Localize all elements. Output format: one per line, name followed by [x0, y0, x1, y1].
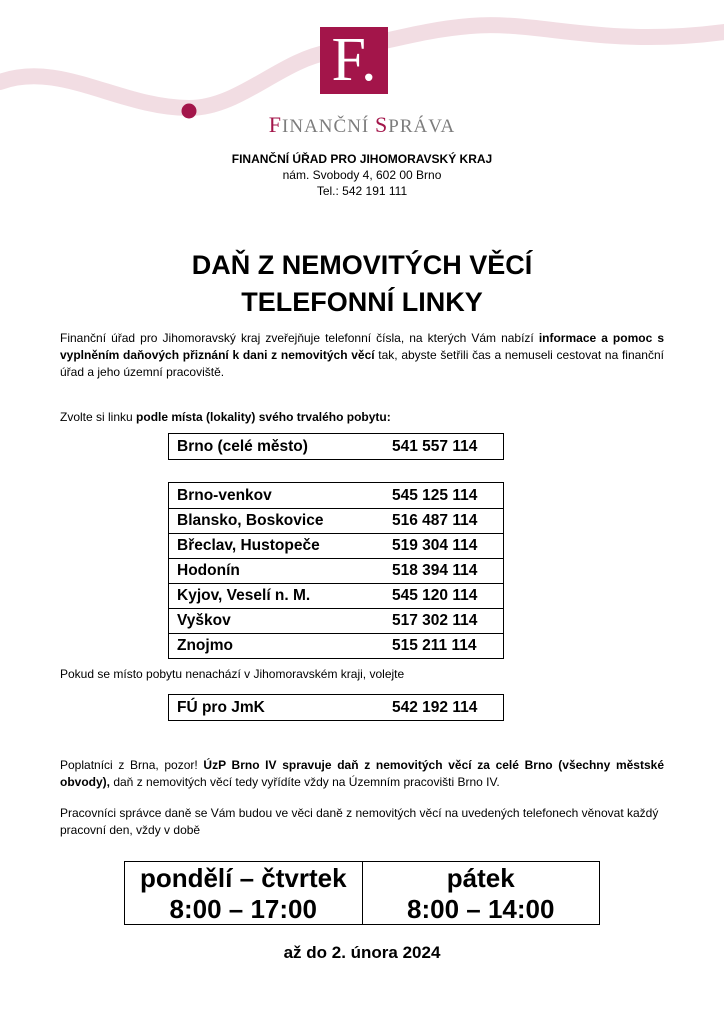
office-phone: Tel.: 542 191 111 — [316, 184, 408, 198]
location: Kyjov, Veselí n. M. — [177, 587, 311, 604]
location: Znojmo — [177, 637, 233, 654]
table-row — [169, 434, 503, 459]
location: Vyškov — [177, 612, 231, 629]
phone-number: 516 487 114 — [392, 512, 478, 529]
brand-name: FINANČNÍ SPRÁVA — [268, 112, 456, 137]
phone-number: 518 394 114 — [392, 562, 478, 579]
outside-region-note: Pokud se místo pobytu nenachází v Jihomoravském kraji, volejte — [60, 667, 405, 681]
table-row — [169, 608, 503, 633]
table-row — [169, 695, 503, 720]
table-row — [169, 483, 503, 508]
brno-note: Poplatníci z Brna, pozor! ÚzP Brno IV spravuje daň z nemovitých věcí za celé Brno (všechny městské obvody), daň z nemovitých věcí tedy vyřídíte vždy na Územním pracovišti Brno IV. — [60, 758, 664, 789]
table-row — [169, 558, 503, 583]
table-row — [169, 583, 503, 608]
table-row — [169, 508, 503, 533]
time-range: 8:00 – 17:00 — [169, 894, 317, 924]
fu-phone-table — [168, 694, 504, 721]
location: FÚ pro JmK — [177, 698, 265, 716]
location: Brno-venkov — [177, 486, 272, 504]
valid-until: až do 2. února 2024 — [283, 943, 441, 962]
workers-note: Pracovníci správce daně se Vám budou ve věci daně z nemovitých věcí na uvedených telefonech věnovat každý pracovní den, vždy v době — [60, 806, 659, 837]
days-label: pondělí – čtvrtek — [139, 863, 347, 893]
phone-number: 541 557 114 — [392, 437, 478, 455]
office-hours-table — [124, 861, 600, 925]
logo: F. — [320, 27, 388, 94]
location: Hodonín — [177, 562, 240, 579]
hours-mon-thu — [125, 862, 362, 924]
office-address: nám. Svobody 4, 602 00 Brno — [282, 168, 442, 182]
office-name: FINANČNÍ ÚŘAD PRO JIHOMORAVSKÝ KRAJ — [231, 152, 493, 166]
phone-number: 545 125 114 — [392, 486, 478, 504]
phone-number: 519 304 114 — [392, 537, 478, 554]
phone-number: 515 211 114 — [392, 637, 477, 654]
phone-number: 545 120 114 — [392, 587, 478, 604]
hours-fri — [362, 862, 600, 924]
location: Břeclav, Hustopeče — [177, 537, 320, 554]
table-row — [169, 633, 503, 658]
phone-number: 517 302 114 — [392, 612, 478, 629]
time-range: 8:00 – 14:00 — [407, 894, 555, 924]
brno-phone-table — [168, 433, 504, 460]
days-label: pátek — [446, 863, 515, 893]
location: Blansko, Boskovice — [177, 512, 324, 529]
page-title: DAŇ Z NEMOVITÝCH VĚCÍ TELEFONNÍ LINKY — [191, 250, 533, 317]
table-row — [169, 533, 503, 558]
location: Brno (celé město) — [177, 437, 308, 455]
intro-paragraph: Finanční úřad pro Jihomoravský kraj zveřejňuje telefonní čísla, na kterých Vám nabízí informace a pomoc s vyplněním daňových přiznání k dani z nemovitých věcí tak, abyste šetřili čas a nemuseli cestovat na finanční úřad a jeho územní pracoviště. — [60, 331, 664, 379]
regional-phone-table — [168, 482, 504, 659]
phone-number: 542 192 114 — [392, 698, 478, 716]
choose-line-text: Zvolte si linku podle místa (lokality) svého trvalého pobytu: — [60, 410, 391, 424]
